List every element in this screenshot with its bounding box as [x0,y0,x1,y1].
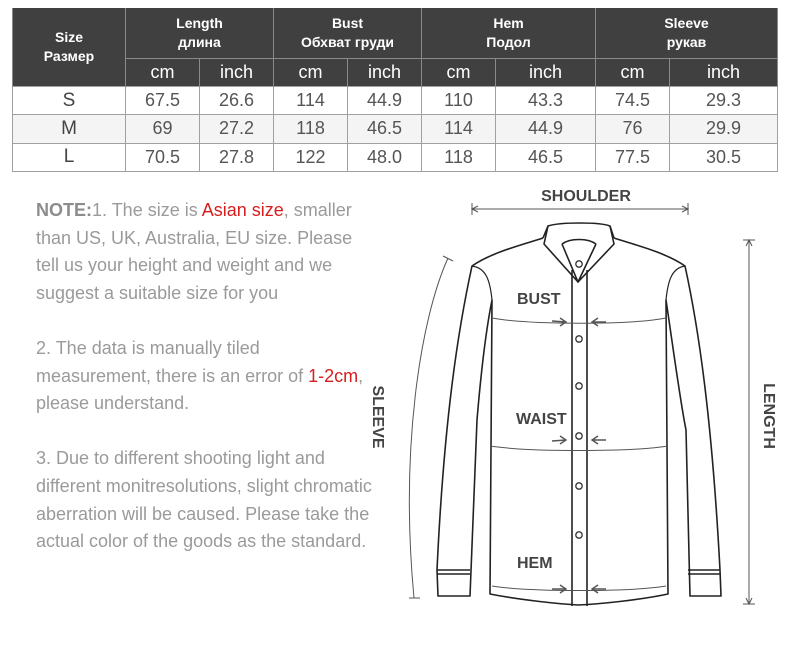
table-cell: 46.5 [348,115,422,143]
table-cell: 74.5 [596,87,670,115]
note-2-post: , please understand. [36,365,364,414]
note-2-pre: 2. The data is manually tiled measurement, there is an error of [36,337,309,386]
hem-label: HEM [517,555,553,572]
unit-header: cm [596,59,670,87]
notes-section [36,197,376,583]
table-cell: 67.5 [126,87,200,115]
length-header-en: Length [176,15,223,31]
table-cell: 114 [274,87,348,115]
table-cell: 70.5 [126,143,200,171]
table-cell: 76 [596,115,670,143]
table-cell: 44.9 [348,87,422,115]
note-title: NOTE: [36,200,92,220]
unit-header: cm [422,59,496,87]
table-cell: 122 [274,143,348,171]
size-header-en: Size [54,29,83,45]
length-header-ru: длина [178,34,221,50]
unit-header: inch [670,59,778,87]
note-1-highlight: Asian size [201,200,284,220]
size-header [13,8,126,87]
shirt-outline-icon [437,223,721,606]
table-row [13,143,778,171]
table-cell: 110 [422,87,496,115]
table-cell: 27.2 [200,115,274,143]
note-2-highlight: 1-2cm [308,365,359,386]
bust-label: BUST [517,291,561,308]
note-2 [36,335,376,418]
size-header-ru: Размер [43,48,95,64]
table-cell: 27.8 [200,143,274,171]
length-dimension-icon [743,240,755,604]
waist-measure-curve-icon [490,446,668,451]
length-label: LENGTH [760,383,777,449]
table-cell: 29.9 [670,115,778,143]
sleeve-dimension-icon [409,256,453,598]
sleeve-header-en: Sleeve [664,15,709,31]
measure-arrows-icon [552,318,606,593]
table-cell: 29.3 [670,87,778,115]
note-3: 3. Due to different shooting light and different monitresolutions, slight chromatic aberration will be caused. Please take the actual color of the goods as the standard. [36,448,372,552]
note-1 [36,197,376,307]
unit-header: inch [348,59,422,87]
bust-header [274,8,422,59]
table-cell: 69 [126,115,200,143]
unit-header: inch [496,59,596,87]
bust-header-ru: Обхват груди [300,34,395,50]
hem-header-ru: Подол [486,34,531,50]
table-cell: 118 [274,115,348,143]
sleeve-label: SLEEVE [369,385,386,449]
note-1-post: , smaller than US, UK, Australia, EU size. Please tell us your height and weight and we suggest a suitable size for you [36,200,353,303]
unit-header: cm [126,59,200,87]
table-cell: 118 [422,143,496,171]
unit-header: inch [200,59,274,87]
table-cell: 46.5 [496,143,596,171]
length-header [126,8,274,59]
waist-label: WAIST [516,411,567,428]
table-cell: 114 [422,115,496,143]
note-1-pre: 1. The size is [92,200,202,220]
table-cell: 48.0 [348,143,422,171]
size-cell: S [13,87,126,115]
sleeve-header-ru: рукав [666,34,707,50]
table-cell: 30.5 [670,143,778,171]
shirt-measurement-diagram [360,178,790,638]
bust-measure-curve-icon [492,318,666,323]
sleeve-header [596,8,778,59]
hem-header [422,8,596,59]
size-cell: M [13,115,126,143]
shirt-buttons-icon [576,261,582,538]
size-cell: L [13,143,126,171]
table-cell: 43.3 [496,87,596,115]
table-row [13,115,778,143]
table-row [13,87,778,115]
unit-header: cm [274,59,348,87]
hem-header-en: Hem [493,15,524,31]
table-cell: 26.6 [200,87,274,115]
table-cell: 44.9 [496,115,596,143]
shoulder-label: SHOULDER [541,188,631,205]
bust-header-en: Bust [331,15,364,31]
hem-measure-curve-icon [492,586,666,591]
size-chart-table [12,8,778,172]
table-cell: 77.5 [596,143,670,171]
